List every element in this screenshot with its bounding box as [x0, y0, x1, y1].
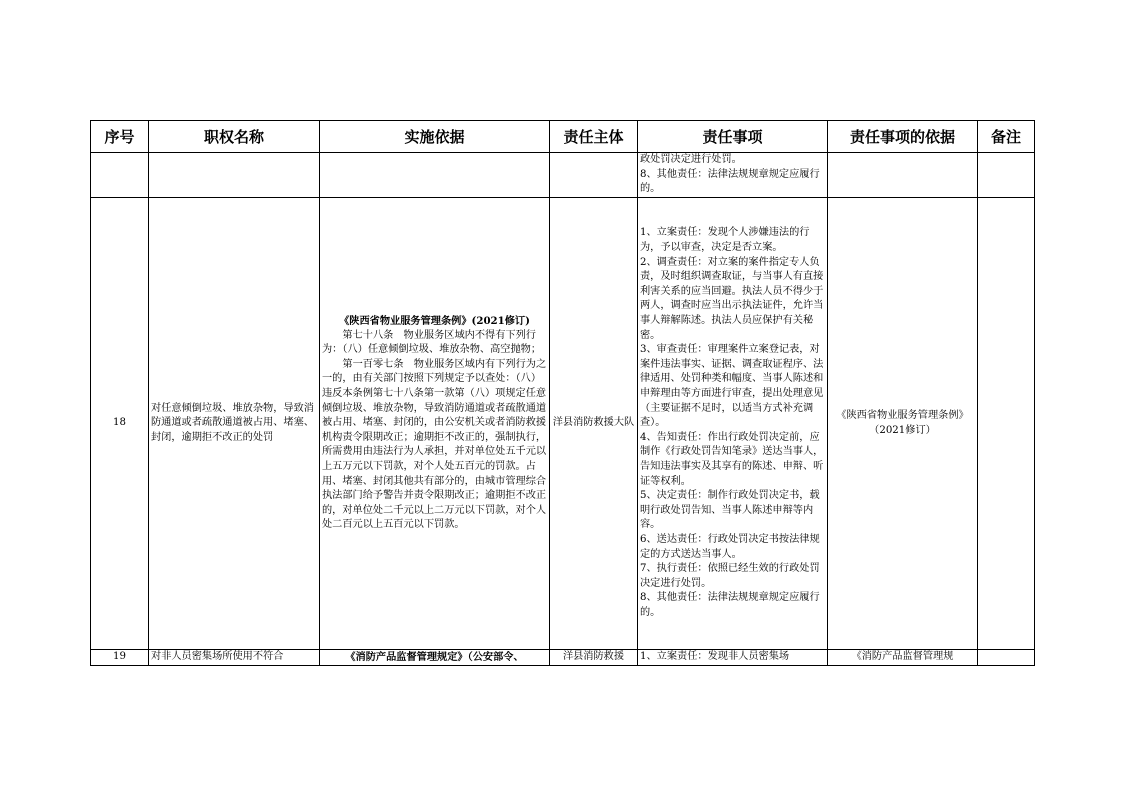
- table-row: [91, 650, 1035, 666]
- header-no: 序号: [91, 121, 149, 153]
- basis-paragraph: 第七十八条 物业服务区域内不得有下列行为：（八）任意倾倒垃圾、堆放杂物、高空抛物；: [322, 329, 542, 356]
- header-basis: 实施依据: [320, 121, 550, 153]
- row-remark: [978, 650, 1035, 666]
- row-subject: 洋县消防救援: [550, 650, 638, 666]
- resp-item: 5、决定责任：制作行政处罚决定书，载明行政处罚告知、当事人陈述申辩等内容。: [640, 490, 820, 531]
- header-resp-items: 责任事项: [638, 121, 828, 153]
- row-resp-basis: 《消防产品监督管理规: [828, 650, 978, 666]
- row-resp-basis: 《陕西省物业服务管理条例》（2021修订）: [828, 198, 978, 650]
- row-name: 对非人员密集场所使用不符合: [149, 650, 320, 666]
- resp-item: 2、调查责任：对立案的案件指定专人负责，及时组织调查取证，与当事人有直接利害关系的应当回避。执法人员不得少于两人，调查时应当出示执法证件，允许当事人辩解陈述。执法人员应保护有关秘密。: [640, 256, 824, 341]
- basis-paragraph: 第一百零七条 物业服务区域内有下列行为之一的，由有关部门按照下列规定予以查处：（八）违反本条例第七十八条第一款第（八）项规定任意倾倒垃圾、堆放杂物，导致消防通道或者疏散通道被占用、堵塞、封闭的，由公安机关或者消防救援机构责令限期改正；逾期拒不改正的，强制执行，所需费用由违法行为人承担，并对单位处五千元以上五万元以下罚款，对个人处五百元的罚款。占用、堵塞、封闭其他共有部分的，由城市管理综合执法部门给予警告并责令限期改正；逾期拒不改正的，对单位处二千元以上二万元以下罚款，对个人处二百元以上五百元以下罚款。: [322, 358, 547, 531]
- resp-items-continued: 政处罚决定进行处罚。 8、其他责任：法律法规规章规定应履行的。: [638, 153, 828, 198]
- row-resp-items: 1、立案责任：发现非人员密集场: [638, 650, 828, 666]
- row-subject: 洋县消防救援大队: [550, 198, 638, 650]
- table-header-row: [91, 121, 1035, 153]
- resp-item: 6、送达责任：行政处罚决定书按法律规定的方式送达当事人。: [640, 533, 820, 560]
- basis-title: 《消防产品监督管理规定》（公安部令、: [345, 651, 524, 664]
- resp-item: 4、告知责任：作出行政处罚决定前，应制作《行政处罚告知笔录》送达当事人，告知违法事实及其享有的陈述、申辩、听证等权利。: [640, 431, 824, 487]
- header-subject: 责任主体: [550, 121, 638, 153]
- table-row-continued: [91, 153, 1035, 198]
- row-remark: [978, 198, 1035, 650]
- row-basis: [320, 198, 550, 650]
- resp-item: 1、立案责任：发现个人涉嫌违法的行为，予以审查，决定是否立案。: [640, 227, 810, 254]
- row-no: 19: [91, 650, 149, 666]
- header-resp-basis: 责任事项的依据: [828, 121, 978, 153]
- resp-item: 7、执行责任：依照已经生效的行政处罚决定进行处罚。: [640, 563, 820, 589]
- row-basis: [320, 650, 550, 666]
- resp-item: 3、审查责任：审理案件立案登记表，对案件违法事实、证据、调查取证程序、法律适用、处罚种类和幅度、当事人陈述和申辩理由等方面进行审查，提出处理意见（主要证据不足时，以适当方式补充调查）。: [640, 344, 824, 429]
- resp-item: 8、其他责任：法律法规规章规定应履行的。: [640, 592, 820, 618]
- responsibility-table: [90, 120, 1035, 666]
- table-row: [91, 198, 1035, 650]
- header-name: 职权名称: [149, 121, 320, 153]
- header-remark: 备注: [978, 121, 1035, 153]
- row-resp-items: [638, 198, 828, 650]
- basis-title: 《陕西省物业服务管理条例》(2021修订): [339, 315, 530, 328]
- row-name: 对任意倾倒垃圾、堆放杂物，导致消防通道或者疏散通道被占用、堵塞、封闭，逾期拒不改正的处罚: [149, 198, 320, 650]
- row-no: 18: [91, 198, 149, 650]
